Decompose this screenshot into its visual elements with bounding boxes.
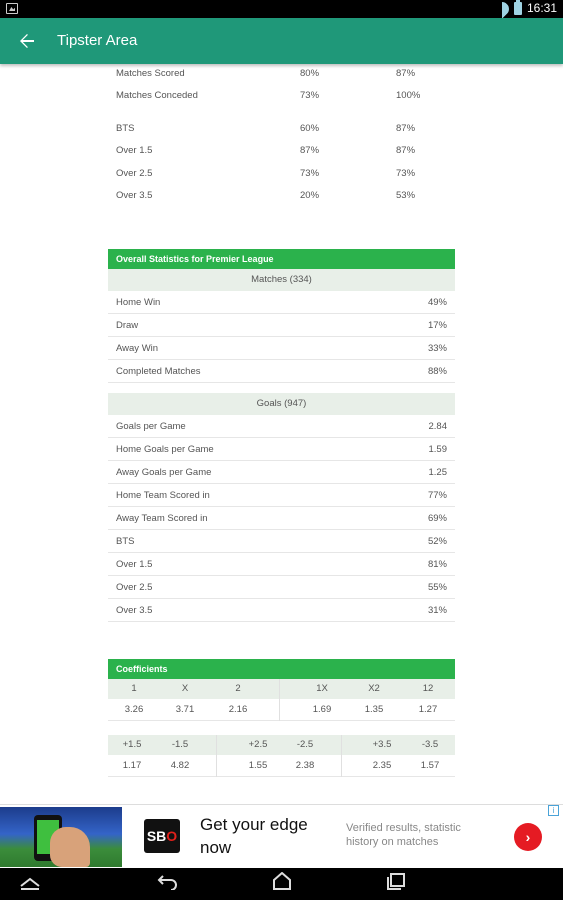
coef-value: 4.82 (170, 760, 190, 771)
table-row (108, 337, 455, 360)
coef-header: +1.5 (122, 739, 142, 750)
matches-header: Matches (334) (108, 269, 455, 291)
recents-icon[interactable] (376, 872, 416, 896)
row-label: Matches Conceded (116, 90, 198, 101)
row-value: 33% (427, 343, 447, 354)
home-icon[interactable] (262, 872, 302, 896)
home-value: 73% (300, 168, 320, 179)
table-row (108, 415, 455, 438)
row-value: 31% (427, 605, 447, 616)
status-bar (0, 0, 563, 18)
row-label: Draw (116, 320, 139, 331)
coef-header: -2.5 (296, 739, 314, 750)
coefficients-table (108, 659, 455, 777)
row-label: BTS (116, 123, 135, 134)
row-value: 17% (427, 320, 447, 331)
coef-value: 3.26 (124, 704, 144, 715)
row-label: BTS (116, 536, 135, 547)
row-label: Over 3.5 (116, 605, 153, 616)
row-label: Over 1.5 (116, 559, 153, 570)
goals-header: Goals (947) (108, 393, 455, 415)
coef-header: X2 (368, 683, 380, 694)
table-row (108, 484, 455, 507)
away-value: 87% (396, 123, 416, 134)
column-divider (341, 735, 342, 777)
away-value: 73% (396, 168, 416, 179)
away-value: 87% (396, 145, 416, 156)
ad-choices-icon[interactable]: i (548, 805, 559, 816)
row-label: Away Team Scored in (116, 513, 208, 524)
handicap-header-row (108, 735, 455, 755)
ad-image[interactable] (0, 807, 122, 867)
back-icon[interactable] (148, 872, 188, 896)
row-value: 52% (427, 536, 447, 547)
table-row (108, 507, 455, 530)
row-label: Over 2.5 (116, 582, 153, 593)
table-row (108, 314, 455, 337)
coef-header: -3.5 (421, 739, 439, 750)
overall-statistics-title: Overall Statistics for Premier League (108, 249, 455, 269)
row-value: 88% (427, 366, 447, 377)
handicap-value-row (108, 755, 455, 777)
coef-value: 2.38 (295, 760, 315, 771)
row-value: 49% (427, 297, 447, 308)
ad-description: Verified results, statistic history on matches (346, 822, 461, 848)
home-value: 73% (300, 90, 320, 101)
ad-headline[interactable]: Get your edge now (200, 815, 308, 857)
coef-value: 2.35 (372, 760, 392, 771)
row-label: Away Win (116, 343, 159, 354)
away-value: 100% (396, 90, 421, 101)
coef-value: 2.16 (228, 704, 248, 715)
row-label: Over 2.5 (116, 168, 153, 179)
coef-header: -1.5 (171, 739, 189, 750)
home-value: 60% (300, 123, 320, 134)
coef-value: 1.57 (420, 760, 440, 771)
coefficients-header-row (108, 679, 455, 699)
page-title: Tipster Area (57, 32, 138, 49)
status-clock: 16:31 (526, 1, 557, 15)
table-row (108, 553, 455, 576)
table-row (108, 530, 455, 553)
coef-header: 1X (316, 683, 328, 694)
overall-statistics-table (108, 249, 455, 622)
away-value: 87% (396, 68, 416, 79)
hand-illustration (50, 827, 90, 867)
coef-value: 1.27 (418, 704, 438, 715)
row-label: Home Team Scored in (116, 490, 210, 501)
coef-header: 1 (131, 683, 137, 694)
column-divider (279, 679, 280, 721)
coef-header: 2 (235, 683, 241, 694)
row-value: 69% (427, 513, 447, 524)
arrow-back-icon[interactable] (14, 28, 40, 54)
coef-header: X (181, 683, 189, 694)
table-row (108, 438, 455, 461)
row-value: 1.25 (428, 467, 447, 478)
coef-header: +2.5 (248, 739, 268, 750)
home-value: 87% (300, 145, 320, 156)
chevron-right-icon[interactable]: › (514, 823, 542, 851)
coef-header: +3.5 (372, 739, 392, 750)
row-label: Over 1.5 (116, 145, 153, 156)
row-label: Completed Matches (116, 366, 201, 377)
coef-value: 3.71 (175, 704, 195, 715)
coef-header: 12 (422, 683, 434, 694)
row-label: Over 3.5 (116, 190, 153, 201)
table-row (108, 576, 455, 599)
coef-value: 1.55 (248, 760, 268, 771)
column-divider (216, 735, 217, 777)
row-label: Home Goals per Game (116, 444, 214, 455)
row-label: Goals per Game (116, 421, 186, 432)
row-label: Home Win (116, 297, 161, 308)
app-bar (0, 18, 563, 64)
sbo-logo: SBO (144, 819, 180, 853)
row-value: 2.84 (428, 421, 447, 432)
coef-value: 1.69 (312, 704, 332, 715)
minimize-icon[interactable] (10, 872, 50, 896)
coefficients-title: Coefficients (108, 659, 455, 679)
coef-value: 1.17 (122, 760, 142, 771)
row-label: Away Goals per Game (116, 467, 212, 478)
home-value: 20% (300, 190, 320, 201)
table-row (108, 291, 455, 314)
row-value: 55% (427, 582, 447, 593)
table-row (108, 461, 455, 484)
wifi-icon (495, 2, 509, 14)
stats-content[interactable] (0, 64, 563, 804)
row-value: 1.59 (428, 444, 447, 455)
away-value: 53% (396, 190, 416, 201)
system-nav-bar (0, 868, 563, 900)
table-row (108, 360, 455, 383)
battery-icon (514, 2, 522, 15)
coef-value: 1.35 (364, 704, 384, 715)
row-value: 81% (427, 559, 447, 570)
home-value: 80% (300, 68, 320, 79)
image-notification-icon (6, 3, 18, 14)
ad-banner[interactable] (0, 804, 563, 868)
coefficients-value-row (108, 699, 455, 721)
row-label: Matches Scored (116, 68, 185, 79)
row-value: 77% (427, 490, 447, 501)
table-row (108, 599, 455, 622)
